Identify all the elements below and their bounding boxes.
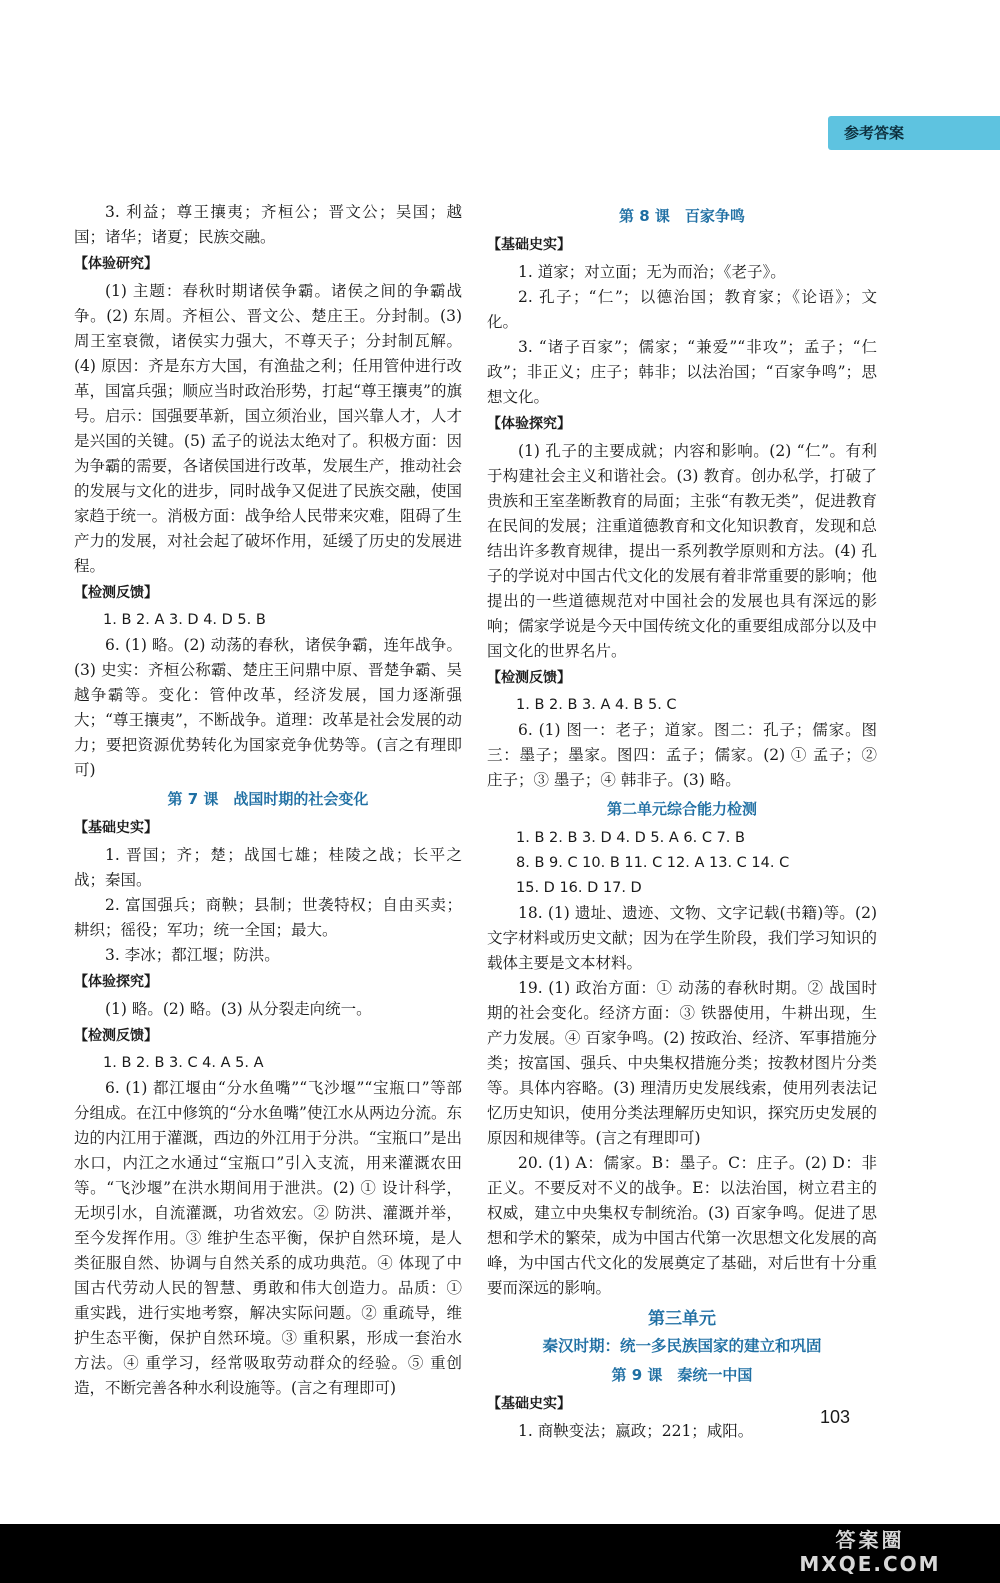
- paragraph: 19. (1) 政治方面：① 动荡的春秋时期。② 战国时期的社会变化。经济方面：③ 铁器使用，牛耕出现，生产力发展。④ 百家争鸣。(2) 按政治、经济、军事措施分类；按富国、强兵、中央集权措施分类；按教材图片分类等。具体内容略。(3) 理清历史发展线索，使用列表法记忆历史知识，使用分类法理解历史知识，探究历史发展的原因和规律等。(言之有理即可): [487, 979, 877, 1147]
- paragraph: 1. 晋国；齐；楚；战国七雄；桂陵之战；长平之战；秦国。: [74, 846, 462, 889]
- paragraph: 1. 商鞅变法；嬴政；221；咸阳。: [518, 1422, 754, 1440]
- section-heading: 【体验探究】: [487, 416, 571, 432]
- section-heading: 【检测反馈】: [74, 1028, 158, 1044]
- paragraph: 6. (1) 都江堰由“分水鱼嘴”“飞沙堰”“宝瓶口”等部分组成。在江中修筑的“分水鱼嘴”使江水从两边分流。东边的内江用于灌溉，西边的外江用于分洪。“宝瓶口”是出水口，内江之水通过“宝瓶口”引入支流，用来灌溉农田等。“飞沙堰”在洪水期间用于泄洪。(2) ① 设计科学，无坝引水，自流灌溉，功省效宏。② 防洪、灌溉并举，至今发挥作用。③ 维护生态平衡，保护自然环境，是人类征服自然、协调与自然关系的成功典范。④ 体现了中国古代劳动人民的智慧、勇敢和伟大创造力。品质：① 重实践，进行实地考察，解决实际问题。② 重疏导，维护生态平衡，保护自然环境。③ 重积累，形成一套治水方法。④ 重学习，经常吸取劳动群众的经验。⑤ 重创造，不断完善各种水利设施等。(言之有理即可): [74, 1079, 462, 1397]
- answer-line: 1. B 2. B 3. D 4. D 5. A 6. C 7. B: [516, 830, 745, 846]
- section-heading: 【体验探究】: [74, 974, 158, 990]
- paragraph: (1) 略。(2) 略。(3) 从分裂走向统一。: [105, 1000, 372, 1018]
- right-column: [487, 200, 877, 1444]
- answer-line: 8. B 9. C 10. B 11. C 12. A 13. C 14. C: [516, 855, 790, 871]
- paragraph: (1) 孔子的主要成就；内容和影响。(2) “仁”。有利于构建社会主义和谐社会。(3) 教育。创办私学，打破了贵族和王室垄断教育的局面；主张“有教无类”，促进教育在民间的发展；注重道德教育和文化知识教育，发现和总结出许多教育规律，提出一系列教学原则和方法。(4) 孔子的学说对中国古代文化的发展有着非常重要的影响；他提出的一些道德规范对中国社会的发展也具有深远的影响；儒家学说是今天中国传统文化的重要组成部分以及中国文化的世界名片。: [487, 442, 877, 660]
- answer-line: 1. B 2. A 3. D 4. D 5. B: [103, 612, 266, 628]
- answer-line: 1. B 2. B 3. C 4. A 5. A: [103, 1055, 264, 1071]
- watermark-text: 答案圈: [835, 1528, 905, 1552]
- paragraph: 2. 富国强兵；商鞅；县制；世袭特权；自由买卖；耕织；徭役；军功；统一全国；最大。: [74, 896, 462, 939]
- paragraph: 2. 孔子；“仁”；以德治国；教育家；《论语》；文化。: [487, 288, 877, 331]
- unit-title: 第三单元: [648, 1309, 716, 1329]
- paragraph: 6. (1) 略。(2) 动荡的春秋，诸侯争霸，连年战争。(3) 史实：齐桓公称霸、楚庄王问鼎中原、晋楚争霸、吴越争霸等。变化：管仲改革，经济发展，国力逐渐强大；“尊王攘夷”，不断战争。道理：改革是社会发展的动力；要把资源优势转化为国家竞争优势等。(言之有理即可): [74, 636, 462, 779]
- paragraph: 3. “诸子百家”；儒家；“兼爱”“非攻”；孟子；“仁政”；非正义；庄子；韩非；以法治国；“百家争鸣”；思想文化。: [487, 338, 877, 406]
- section-heading: 【基础史实】: [487, 1396, 571, 1412]
- lesson-title: 第 8 课 百家争鸣: [619, 207, 745, 225]
- page-number: 103: [820, 1407, 851, 1427]
- unit-test-title: 第二单元综合能力检测: [606, 800, 757, 818]
- watermark-url: MXQE.COM: [799, 1552, 941, 1576]
- section-heading: 【体验研究】: [74, 256, 158, 272]
- header-stripe: [920, 116, 1000, 150]
- section-heading: 【检测反馈】: [487, 670, 571, 686]
- paragraph: 6. (1) 图一：老子；道家。图二：孔子；儒家。图三：墨子；墨家。图四：孟子；儒家。(2) ① 孟子；② 庄子；③ 墨子；④ 韩非子。(3) 略。: [487, 721, 877, 789]
- answer-line: 1. B 2. B 3. A 4. B 5. C: [516, 697, 677, 713]
- paragraph: 3. 利益；尊王攘夷；齐桓公；晋文公；吴国；越国；诸华；诸夏；民族交融。: [74, 203, 462, 246]
- paragraph: 3. 李冰；都江堰；防洪。: [105, 946, 280, 964]
- paragraph: 18. (1) 遗址、遗迹、文物、文字记载(书籍)等。(2) 文字材料或历史文献；因为在学生阶段，我们学习知识的载体主要是文本材料。: [487, 904, 877, 972]
- section-heading: 【基础史实】: [487, 237, 571, 253]
- paragraph: (1) 主题：春秋时期诸侯争霸。诸侯之间的争霸战争。(2) 东周。齐桓公、晋文公、楚庄王。分封制。(3) 周王室衰微，诸侯实力强大，不尊天子；分封制瓦解。(4) 原因：齐是东方大国，有渔盐之利；任用管仲进行改革，国富兵强；顺应当时政治形势，打起“尊王攘夷”的旗号。启示：国强要革新，国立须治业，国兴靠人才，人才是兴国的关键。(5) 孟子的说法太绝对了。积极方面：因为争霸的需要，各诸侯国进行改革，发展生产，推动社会的发展与文化的进步，同时战争又促进了民族交融，使国家趋于统一。消极方面：战争给人民带来灾难，阻碍了生产力的发展，对社会起了破坏作用，延缓了历史的发展进程。: [74, 282, 462, 575]
- paragraph: 1. 道家；对立面；无为而治；《老子》。: [518, 263, 786, 281]
- answer-line: 15. D 16. D 17. D: [516, 880, 642, 896]
- header-answer-tab: 参考答案: [828, 116, 920, 150]
- section-heading: 【基础史实】: [74, 820, 158, 836]
- section-heading: 【检测反馈】: [74, 585, 158, 601]
- left-column: [74, 200, 462, 1401]
- lesson-title: 第 7 课 战国时期的社会变化: [167, 790, 369, 808]
- lesson-title: 第 9 课 秦统一中国: [611, 1366, 753, 1384]
- paragraph: 20. (1) A：儒家。B：墨子。C：庄子。(2) D：非正义。不要反对不义的战争。E：以法治国，树立君主的权威，建立中央集权专制统治。(3) 百家争鸣。促进了思想和学术的繁荣，成为中国古代第一次思想文化发展的高峰，为中国古代文化的发展奠定了基础，对后世有十分重要而深远的影响。: [487, 1154, 877, 1297]
- unit-subtitle: 秦汉时期：统一多民族国家的建立和巩固: [542, 1337, 822, 1355]
- watermark-logo: [750, 1528, 990, 1580]
